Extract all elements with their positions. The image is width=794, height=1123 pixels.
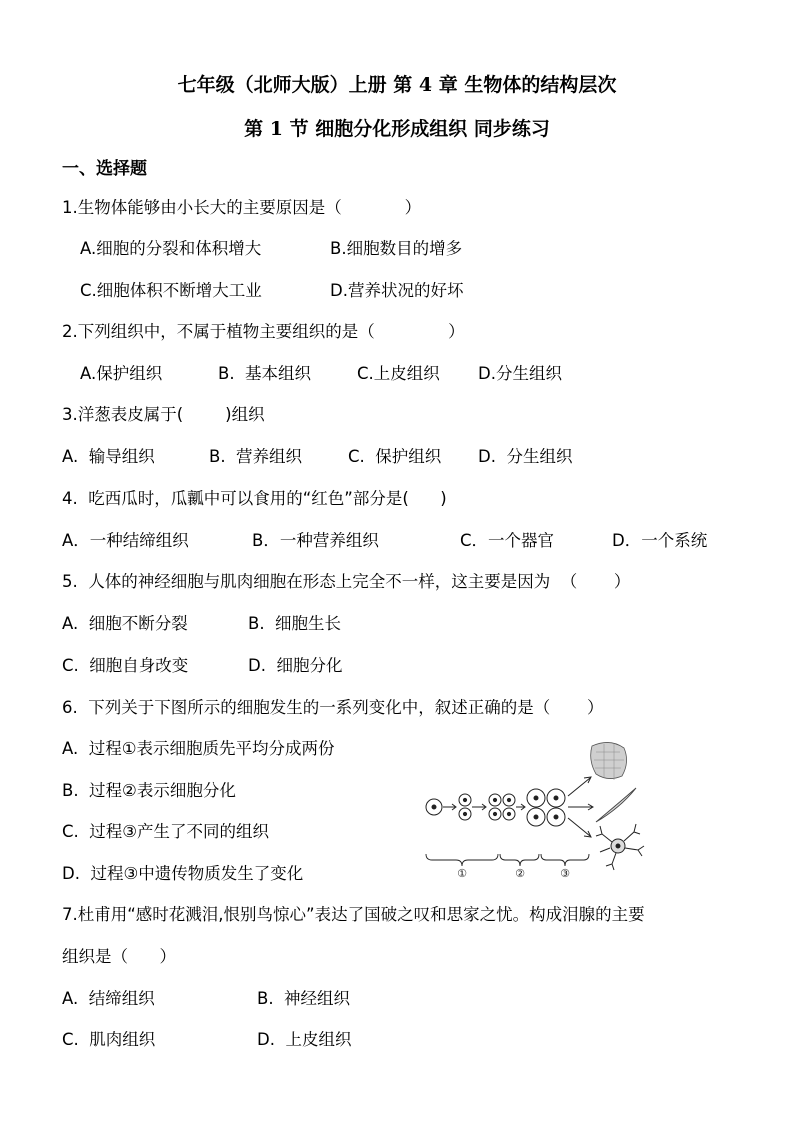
question-5-option-c[interactable]: C. 细胞自身改变 <box>62 656 189 675</box>
neuron-icon <box>596 824 644 870</box>
question-1-option-b[interactable]: B.细胞数目的增多 <box>330 239 463 258</box>
arrow-stage-2 <box>472 804 486 810</box>
question-6-option-c[interactable]: C. 过程③产生了不同的组织 <box>62 822 270 841</box>
question-6-option-d[interactable]: D. 过程③中遗传物质发生了变化 <box>62 864 304 883</box>
question-7-option-a[interactable]: A. 结缔组织 <box>62 989 155 1008</box>
page-subtitle: 第 1 节 细胞分化形成组织 同步练习 <box>244 118 550 140</box>
question-4-option-b[interactable]: B．一种营养组织 <box>252 531 379 550</box>
question-6-option-a[interactable]: A. 过程①表示细胞质先平均分成两份 <box>62 739 335 758</box>
brace-process-1 <box>426 854 498 866</box>
muscle-cell-icon <box>596 788 636 822</box>
question-7-option-b[interactable]: B. 神经组织 <box>257 989 351 1008</box>
diagram-label-3: ③ <box>560 867 570 878</box>
brace-process-2 <box>500 854 539 866</box>
arrow-to-muscle <box>568 804 593 810</box>
question-7-option-c[interactable]: C. 肌肉组织 <box>62 1030 156 1049</box>
question-1-option-c[interactable]: C.细胞体积不断增大工业 <box>80 281 262 300</box>
question-1-option-d[interactable]: D.营养状况的好坏 <box>330 281 464 300</box>
question-4-option-d[interactable]: D．一个系统 <box>612 531 708 550</box>
question-2-option-a[interactable]: A.保护组织 <box>80 364 163 383</box>
question-2-option-d[interactable]: D.分生组织 <box>478 364 562 383</box>
cell-group-enlarged <box>527 789 565 826</box>
question-3-option-b[interactable]: B. 营养组织 <box>209 447 303 466</box>
question-3-option-a[interactable]: A. 输导组织 <box>62 447 155 466</box>
cell-pair <box>459 794 471 820</box>
arrow-to-epithelial <box>568 777 591 796</box>
section-heading: 一、选择题 <box>62 159 147 179</box>
arrow-to-neuron <box>568 818 591 837</box>
question-4-option-c[interactable]: C．一个器官 <box>460 531 555 550</box>
question-3-option-d[interactable]: D. 分生组织 <box>478 447 573 466</box>
question-7-option-d[interactable]: D. 上皮组织 <box>257 1030 352 1049</box>
question-2-option-c[interactable]: C.上皮组织 <box>357 364 440 383</box>
question-4-option-a[interactable]: A．一种结缔组织 <box>62 531 189 550</box>
question-4-stem: 4. 吃西瓜时，瓜瓤中可以食用的“红色”部分是( ) <box>62 489 447 508</box>
question-6-stem: 6. 下列关于下图所示的细胞发生的一系列变化中，叙述正确的是（ ） <box>62 698 604 717</box>
question-5-option-a[interactable]: A. 细胞不断分裂 <box>62 614 188 633</box>
epithelial-tissue-icon <box>591 742 627 780</box>
page-title: 七年级（北师大版）上册 第 4 章 生物体的结构层次 <box>177 74 617 96</box>
question-7-stem: 7.杜甫用“感时花溅泪,恨别鸟惊心”表达了国破之叹和思家之忧。构成泪腺的主要 <box>62 905 645 924</box>
question-1-option-a[interactable]: A.细胞的分裂和体积增大 <box>80 239 262 258</box>
diagram-label-2: ② <box>515 867 525 878</box>
question-1-stem: 1.生物体能够由小长大的主要原因是（ ） <box>62 198 422 217</box>
question-2-option-b[interactable]: B. 基本组织 <box>218 364 312 383</box>
cell-differentiation-diagram <box>420 736 650 878</box>
question-5-stem: 5. 人体的神经细胞与肌肉细胞在形态上完全不一样，这主要是因为 （ ） <box>62 572 631 591</box>
question-6-option-b[interactable]: B. 过程②表示细胞分化 <box>62 781 236 800</box>
question-3-option-c[interactable]: C. 保护组织 <box>348 447 442 466</box>
cell-group-four <box>489 794 515 820</box>
arrow-stage-3 <box>516 804 525 810</box>
question-5-option-b[interactable]: B. 细胞生长 <box>248 614 342 633</box>
question-3-stem: 3.洋葱表皮属于( )组织 <box>62 405 265 424</box>
question-7-stem-continued: 组织是（ ） <box>62 947 176 966</box>
cell-single <box>426 799 442 815</box>
diagram-label-1: ① <box>457 867 467 878</box>
question-2-stem: 2.下列组织中，不属于植物主要组织的是（ ） <box>62 322 465 341</box>
question-5-option-d[interactable]: D. 细胞分化 <box>248 656 343 675</box>
arrow-stage-1 <box>443 804 456 810</box>
brace-process-3 <box>541 854 589 866</box>
